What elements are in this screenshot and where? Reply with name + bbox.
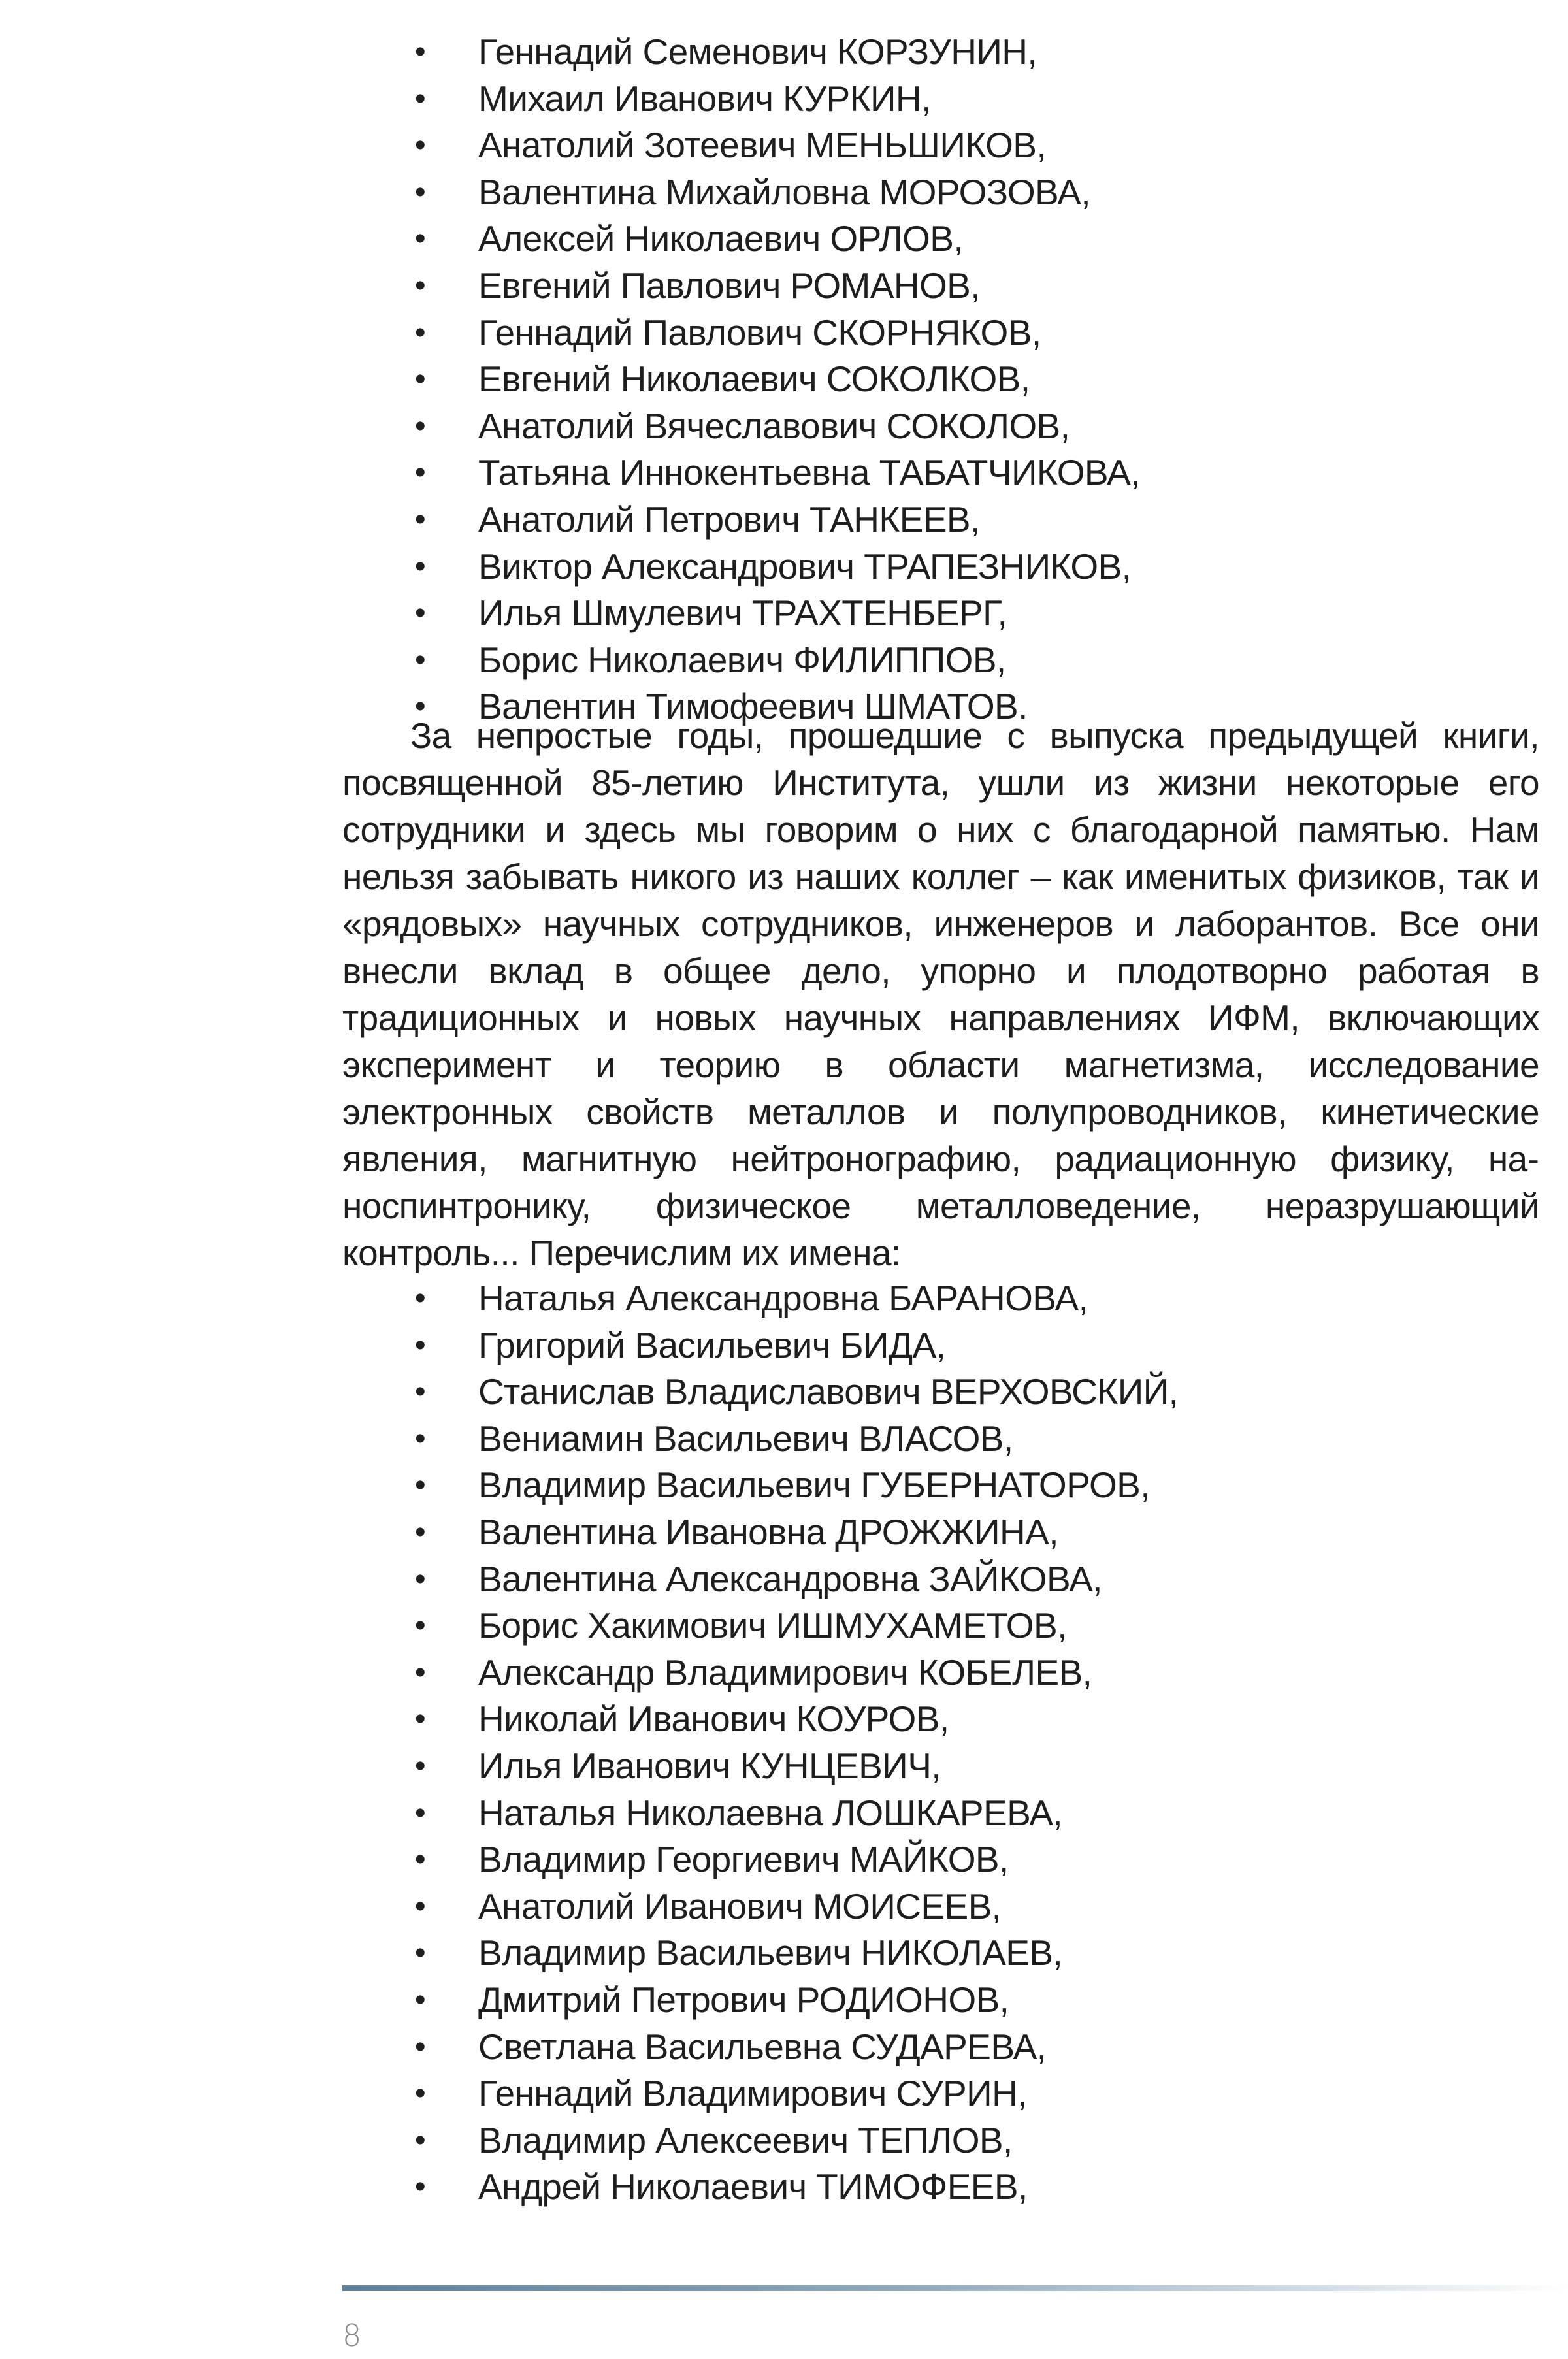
list-item: [410, 1743, 1178, 1790]
person-name: Геннадий Павлович СКОРНЯКОВ,: [478, 312, 1041, 353]
list-item: [410, 2164, 1178, 2211]
list-item: [410, 1509, 1178, 1556]
list-item: [410, 1696, 1178, 1743]
bullet-icon: •: [414, 1748, 426, 1783]
list-item: [410, 1930, 1178, 1977]
names-list-bottom: [410, 1275, 1178, 2211]
person-name: Валентина Александровна ЗАЙКОВА,: [478, 1558, 1102, 1599]
list-item: [410, 1650, 1178, 1697]
bullet-icon: •: [414, 1795, 426, 1830]
person-name: Татьяна Иннокентьевна ТАБАТЧИКОВА,: [478, 452, 1140, 493]
list-item: [410, 1977, 1178, 2024]
list-item: [410, 1369, 1178, 1416]
bullet-icon: •: [414, 268, 426, 303]
list-item: [410, 122, 1140, 169]
person-name: Владимир Васильевич НИКОЛАЕВ,: [478, 1932, 1063, 1974]
person-name: Илья Шмулевич ТРАХТЕНБЕРГ,: [478, 593, 1007, 634]
person-name: Светлана Васильевна СУДАРЕВА,: [478, 2026, 1047, 2067]
list-item: [410, 1556, 1178, 1603]
bullet-icon: •: [414, 455, 426, 491]
person-name: Владимир Васильевич ГУБЕРНАТОРОВ,: [478, 1465, 1150, 1506]
list-item: [410, 1416, 1178, 1463]
bullet-icon: •: [414, 1936, 426, 1971]
bullet-icon: •: [414, 1842, 426, 1878]
bullet-icon: •: [414, 1655, 426, 1690]
person-name: Анатолий Зотеевич МЕНЬШИКОВ,: [478, 125, 1047, 166]
page-number: 8: [342, 2318, 362, 2353]
bullet-icon: •: [414, 128, 426, 163]
footer-divider: [342, 2285, 1568, 2291]
bullet-icon: •: [414, 81, 426, 116]
person-name: Геннадий Владимирович СУРИН,: [478, 2073, 1027, 2114]
bullet-icon: •: [414, 1889, 426, 1924]
list-item: [410, 403, 1140, 450]
bullet-icon: •: [414, 1608, 426, 1644]
list-item: [410, 496, 1140, 544]
list-item: [410, 1836, 1178, 1883]
list-item: [410, 1322, 1178, 1369]
list-item: [410, 449, 1140, 496]
names-list-top: [410, 29, 1140, 730]
person-name: Анатолий Петрович ТАНКЕЕВ,: [478, 498, 980, 540]
bullet-icon: •: [414, 221, 426, 257]
list-item: [410, 356, 1140, 403]
list-item: [410, 310, 1140, 357]
person-name: Борис Николаевич ФИЛИППОВ,: [478, 639, 1006, 680]
list-item: [410, 29, 1140, 76]
bullet-icon: •: [414, 1375, 426, 1410]
list-item: [410, 1602, 1178, 1650]
bullet-icon: •: [414, 35, 426, 69]
list-item: [410, 544, 1140, 591]
person-name: Андрей Николаевич ТИМОФЕЕВ,: [478, 2166, 1028, 2207]
list-item: [410, 2024, 1178, 2071]
bullet-icon: •: [414, 1514, 426, 1550]
list-item: [410, 76, 1140, 123]
list-item: [410, 1275, 1178, 1322]
bullet-icon: •: [414, 1561, 426, 1597]
bullet-icon: •: [414, 1468, 426, 1503]
list-item: [410, 1462, 1178, 1509]
bullet-icon: •: [414, 2029, 426, 2064]
bullet-icon: •: [414, 408, 426, 444]
person-name: Владимир Алексеевич ТЕПЛОВ,: [478, 2119, 1013, 2160]
list-item: [410, 216, 1140, 263]
list-item: [410, 590, 1140, 637]
person-name: Виктор Александрович ТРАПЕЗНИКОВ,: [478, 545, 1132, 587]
person-name: Александр Владимирович КОБЕЛЕВ,: [478, 1651, 1092, 1693]
person-name: Анатолий Вячеславович СОКОЛОВ,: [478, 405, 1070, 446]
person-name: Владимир Георгиевич МАЙКОВ,: [478, 1839, 1009, 1880]
person-name: Николай Иванович КОУРОВ,: [478, 1699, 949, 1740]
person-name: Дмитрий Петрович РОДИОНОВ,: [478, 1979, 1009, 2020]
person-name: Алексей Николаевич ОРЛОВ,: [478, 218, 964, 259]
person-name: Евгений Николаевич СОКОЛКОВ,: [478, 359, 1030, 400]
bullet-icon: •: [414, 596, 426, 631]
list-item: [410, 1790, 1178, 1837]
bullet-icon: •: [414, 315, 426, 350]
body-paragraph: За непростые годы, прошедшие с выпуска предыдущей книги, посвященной 85-летию Института, ушли из жизни некоторые его сотрудники и здесь мы говорим о них с благодарной памятью. Нам нельзя забывать никого из наших коллег – как именитых физиков, так и «рядовых» научных сотрудников, инженеров и лаборантов. Все они внесли вклад в общее дело, упорно и плодотворно работая в традиционных и новых научных направлениях ИФМ, включающих эксперимент и теорию в области магнетизма, исследование электронных свойств металлов и полупроводников, кинетические явления, магнитную нейтронографию, радиационную физику, наноспинтронику, физическое металловедение, неразрушающий контроль... Перечислим их имена:: [342, 715, 1539, 1273]
bullet-icon: •: [414, 2170, 426, 2205]
bullet-icon: •: [414, 642, 426, 677]
bullet-icon: •: [414, 2076, 426, 2111]
bullet-icon: •: [414, 689, 426, 724]
bullet-icon: •: [414, 1702, 426, 1737]
person-name: Борис Хакимович ИШМУХАМЕТОВ,: [478, 1605, 1067, 1646]
person-name: Наталья Николаевна ЛОШКАРЕВА,: [478, 1792, 1063, 1833]
person-name: Геннадий Семенович КОРЗУНИН,: [478, 31, 1037, 72]
bullet-icon: •: [414, 1982, 426, 2017]
person-name: Михаил Иванович КУРКИН,: [478, 78, 931, 119]
person-name: Вениамин Васильевич ВЛАСОВ,: [478, 1418, 1013, 1459]
person-name: Григорий Васильевич БИДА,: [478, 1324, 946, 1365]
bullet-icon: •: [414, 1281, 426, 1316]
bullet-icon: •: [414, 174, 426, 210]
bullet-icon: •: [414, 549, 426, 584]
person-name: Валентина Михайловна МОРОЗОВА,: [478, 171, 1091, 212]
list-item: [410, 637, 1140, 684]
bullet-icon: •: [414, 502, 426, 537]
list-item: [410, 263, 1140, 310]
list-item: [410, 169, 1140, 216]
person-name: Станислав Владиславович ВЕРХОВСКИЙ,: [478, 1371, 1179, 1412]
bullet-icon: •: [414, 362, 426, 397]
list-item: [410, 2117, 1178, 2164]
person-name: Валентина Ивановна ДРОЖЖИНА,: [478, 1511, 1058, 1552]
person-name: Валентин Тимофеевич ШМАТОВ.: [478, 686, 1028, 727]
person-name: Наталья Александровна БАРАНОВА,: [478, 1278, 1088, 1318]
bullet-icon: •: [414, 1421, 426, 1456]
list-item: [410, 1883, 1178, 1930]
list-item: [410, 2070, 1178, 2117]
person-name: Илья Иванович КУНЦЕВИЧ,: [478, 1745, 941, 1786]
bullet-icon: •: [414, 1327, 426, 1363]
person-name: Евгений Павлович РОМАНОВ,: [478, 265, 980, 306]
person-name: Анатолий Иванович МОИСЕЕВ,: [478, 1885, 1002, 1927]
bullet-icon: •: [414, 2123, 426, 2158]
